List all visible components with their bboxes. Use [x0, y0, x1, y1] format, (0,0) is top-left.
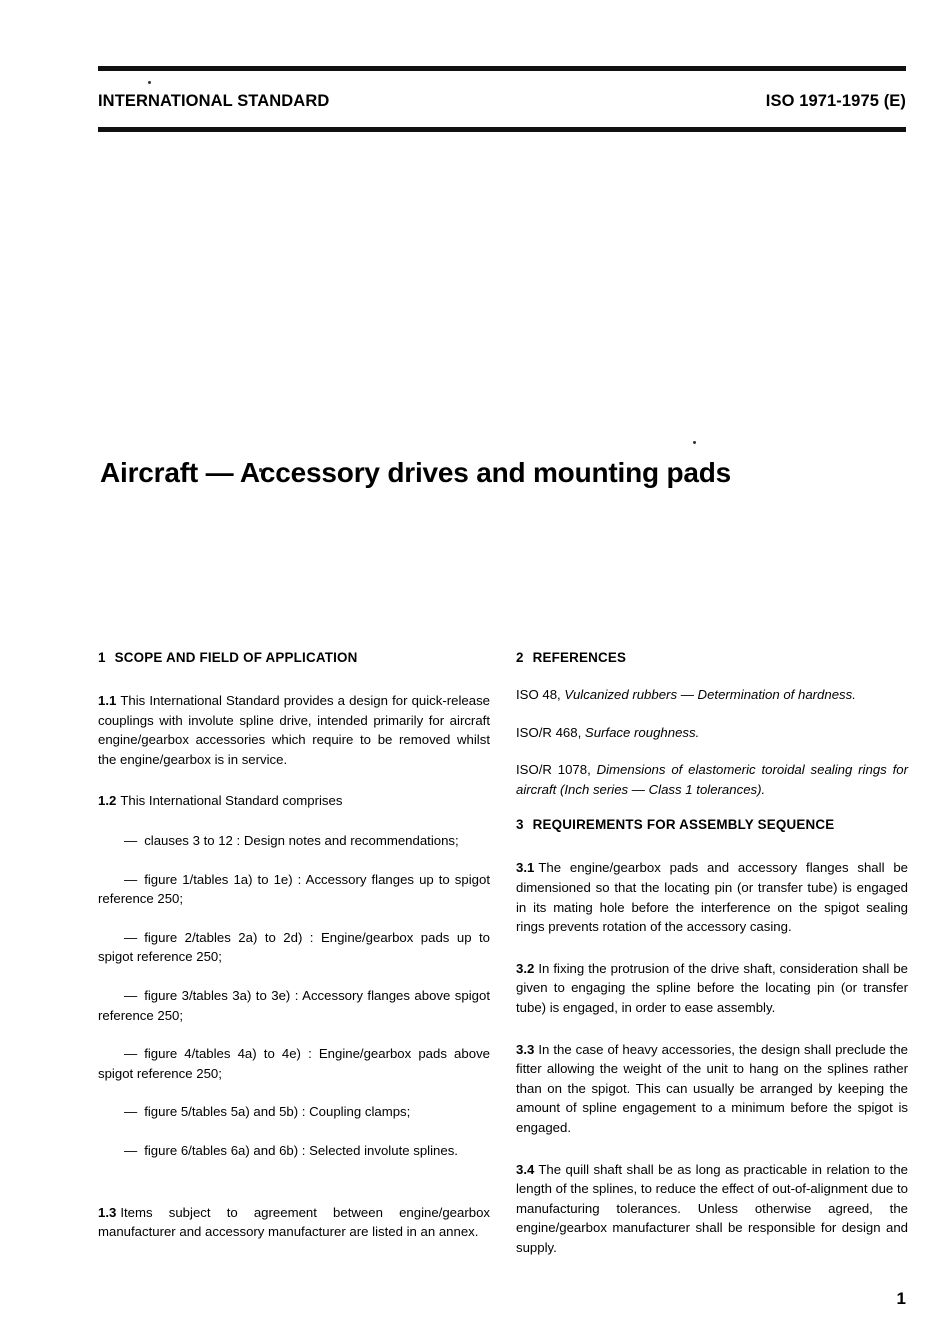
clause-3-1	[516, 858, 908, 936]
section-3-title: REQUIREMENTS FOR ASSEMBLY SEQUENCE	[532, 817, 835, 833]
clause-1-2	[98, 791, 490, 811]
clause-1-1-text: This International Standard provides a design for quick-release couplings with involute spline drive, intended primarily for aircraft engine/gearbox accessories which require to be removed whilst the engine/gearbox is in service.	[98, 693, 490, 767]
standard-number-label: ISO 1971-1975 (E)	[765, 92, 906, 110]
reference-title: Vulcanized rubbers — Determination of hardness.	[564, 687, 856, 702]
dash-bullet-icon: —	[124, 1142, 138, 1158]
header-rule-bottom	[98, 127, 906, 132]
clause-1-1-number: 1.1	[98, 693, 117, 708]
list-item-label: figure 1/tables 1a) to 1e) : Accessory flanges up to spigot reference 250;	[98, 871, 490, 907]
clause-1-3	[98, 1203, 490, 1242]
dash-bullet-icon: —	[124, 1104, 138, 1120]
page-title: Aircraft — Accessory drives and mounting pads	[100, 456, 732, 488]
list-item	[98, 831, 490, 851]
clause-1-2-item-list	[98, 831, 490, 1161]
clause-1-2-number: 1.2	[98, 793, 117, 809]
clause-3-4-text: The quill shaft shall be as long as practicable in relation to the length of the splines, to reduce the effect of out-of-alignment due to manufacturing tolerances. Unless otherwise agreed, the engine/gearbox manufacturer shall be responsible for design and supply.	[516, 1161, 908, 1255]
clause-3-3-text: In the case of heavy accessories, the design shall preclude the fitter allowing the weight of the unit to hang on the splines rather than on the spigot. This can usually be arranged by keeping the amount of spline engagement to a minimum before the spigot is engaged.	[516, 1041, 908, 1135]
clause-1-3-number: 1.3	[98, 1204, 117, 1220]
list-item-label: figure 5/tables 5a) and 5b) : Coupling clamps;	[144, 1104, 411, 1120]
clause-3-4-number: 3.4	[516, 1161, 535, 1177]
page-number: 1	[896, 1289, 906, 1308]
clause-3-2-number: 3.2	[516, 960, 535, 976]
reference-code: ISO/R 468,	[516, 724, 585, 740]
reference-entry	[516, 723, 908, 743]
dash-bullet-icon: —	[124, 871, 138, 887]
clause-3-3	[516, 1040, 908, 1138]
dash-bullet-icon: —	[124, 832, 138, 848]
section-1-number: 1	[98, 650, 106, 665]
list-item	[98, 1102, 490, 1122]
right-column	[516, 650, 908, 1257]
clause-3-1-number: 3.1	[516, 860, 535, 876]
clause-1-2-text: This International Standard comprises	[120, 793, 343, 809]
scan-artifact	[693, 441, 696, 444]
list-item-label: figure 3/tables 3a) to 3e) : Accessory flanges above spigot reference 250;	[98, 987, 490, 1023]
clause-3-3-number: 3.3	[516, 1041, 535, 1057]
reference-code: ISO/R 1078,	[516, 762, 597, 778]
section-1-title: SCOPE AND FIELD OF APPLICATION	[114, 650, 358, 665]
reference-title: Surface roughness.	[584, 724, 700, 740]
section-1-heading	[98, 650, 490, 665]
reference-entry	[516, 760, 908, 799]
clause-3-2-text: In fixing the protrusion of the drive shaft, consideration shall be given to engaging the spline before the locating pin (or transfer tube) is engaged, in order to ease assembly.	[516, 960, 908, 1015]
dash-bullet-icon: —	[124, 987, 138, 1003]
standard-type-label: INTERNATIONAL STANDARD	[98, 92, 330, 110]
reference-entry	[516, 685, 908, 705]
list-item	[98, 1044, 490, 1083]
header-row	[98, 71, 906, 127]
document-header	[98, 66, 906, 132]
clause-1-1	[98, 691, 490, 769]
list-item	[98, 870, 490, 909]
list-item	[98, 1141, 490, 1161]
body-columns	[98, 650, 908, 1257]
reference-code: ISO 48,	[516, 687, 565, 702]
list-item	[98, 986, 490, 1025]
list-item	[98, 928, 490, 967]
dash-bullet-icon: —	[124, 929, 138, 945]
clause-1-3-text: Items subject to agreement between engine/gearbox manufacturer and accessory manufacturer are listed in an annex.	[98, 1204, 490, 1240]
section-3-heading	[516, 817, 908, 832]
section-2-title: REFERENCES	[532, 650, 627, 665]
clause-3-1-text: The engine/gearbox pads and accessory flanges shall be dimensioned so that the locating pin (or transfer tube) is engaged in its mating hole before the interference on the spigot sealing rings prevents rotation of the accessory casing.	[516, 860, 908, 935]
list-item-label: clauses 3 to 12 : Design notes and recommendations;	[144, 832, 459, 848]
section-2-heading	[516, 650, 908, 665]
clause-3-4	[516, 1160, 908, 1258]
dash-bullet-icon: —	[124, 1046, 138, 1062]
list-item-label: figure 2/tables 2a) to 2d) : Engine/gearbox pads up to spigot reference 250;	[98, 929, 490, 965]
section-2-number: 2	[516, 650, 524, 665]
list-item-label: figure 6/tables 6a) and 6b) : Selected involute splines.	[144, 1142, 458, 1158]
reference-title: Dimensions of elastomeric toroidal sealing rings for aircraft (Inch series — Class 1 tolerances).	[516, 762, 908, 797]
list-item-label: figure 4/tables 4a) to 4e) : Engine/gearbox pads above spigot reference 250;	[98, 1046, 490, 1081]
section-3-number: 3	[516, 817, 524, 833]
left-column	[98, 650, 490, 1257]
clause-3-2	[516, 959, 908, 1018]
